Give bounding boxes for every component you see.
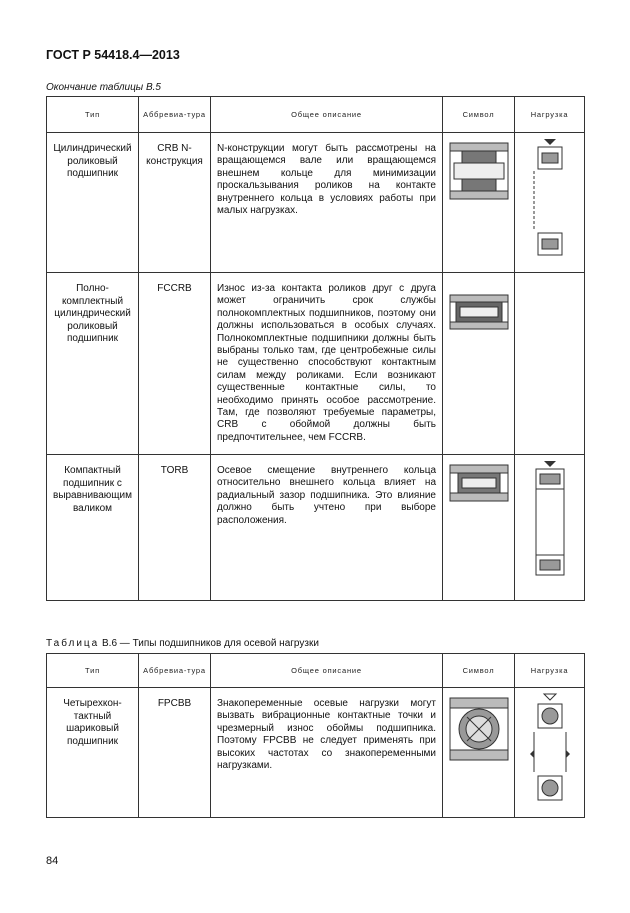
- table-b6-caption-prefix: Таблица: [46, 638, 100, 649]
- table-row: [47, 133, 585, 273]
- cell-abbr: CRB N-конструкция: [139, 133, 211, 273]
- cell-symbol: [443, 688, 515, 818]
- header-type: Тип: [47, 97, 139, 133]
- table-row: [47, 688, 585, 818]
- cell-symbol: [443, 133, 515, 273]
- cell-type: Цилиндрический роликовый подшипник: [47, 133, 139, 273]
- header-load: Нагрузка: [515, 97, 585, 133]
- cell-type: Компактный подшипник с выравнивающим валиком: [47, 455, 139, 601]
- table-b6: [46, 653, 585, 818]
- crb-load-icon: [530, 137, 570, 257]
- cell-abbr: FPCBB: [139, 688, 211, 818]
- cell-abbr: FCCRB: [139, 273, 211, 455]
- header-load: Нагрузка: [515, 654, 585, 688]
- cell-type: Четырехкон-тактный шариковый подшипник: [47, 688, 139, 818]
- header-desc: Общее описание: [211, 97, 443, 133]
- cell-desc: N-конструкции могут быть рассмотрены на вращающемся вале или вращающемся внешнем кольце для минимизации проскальзывания роликов на контакте внутреннего кольца в условиях работы при малых нагрузках.: [211, 133, 443, 273]
- table-b5: [46, 96, 585, 601]
- cell-load: [515, 273, 585, 455]
- fpcbb-load-icon: [530, 692, 570, 810]
- table-header-row: [47, 97, 585, 133]
- header-symbol: Символ: [443, 97, 515, 133]
- header-abbr: Аббревиа-тура: [139, 97, 211, 133]
- fccrb-symbol-icon: [448, 293, 510, 331]
- table-header-row: [47, 654, 585, 688]
- page-number: 84: [46, 855, 59, 867]
- cell-desc: Знакопеременные осевые нагрузки могут вызвать вибрационные контактные точки и чрезмерный износ обоймы подшипника. Поэтому FPCBB не следует применять при высоких частотах со знакопеременными нагрузками.: [211, 688, 443, 818]
- header-type: Тип: [47, 654, 139, 688]
- table-row: [47, 455, 585, 601]
- torb-symbol-icon: [448, 463, 510, 503]
- cell-load: [515, 133, 585, 273]
- fpcbb-symbol-icon: [448, 696, 510, 762]
- cell-load: [515, 455, 585, 601]
- cell-abbr: TORB: [139, 455, 211, 601]
- cell-load: [515, 688, 585, 818]
- torb-load-icon: [530, 459, 570, 585]
- cell-type: Полно-комплектный цилиндрический роликовый подшипник: [47, 273, 139, 455]
- cell-symbol: [443, 273, 515, 455]
- table-b5-caption: Окончание таблицы В.5: [46, 82, 161, 93]
- table-row: [47, 273, 585, 455]
- table-b6-caption: [46, 638, 319, 649]
- document-title: ГОСТ Р 54418.4—2013: [46, 48, 180, 62]
- cell-desc: Износ из-за контакта роликов друг с друга может ограничить срок службы полнокомплектных подшипников, поэтому они должны использоваться в особых случаях. Полнокомплектные подшипники должны быть выбраны только там, где центробежные силы не существенно способствуют контактным силам между роликами. Если возникают существенные контактные силы, то необходимо принять особое рассмотрение. Там, где позволяют требуемые параметры, CRB с обоймой должны быть предпочтительнее, чем FCCRB.: [211, 273, 443, 455]
- header-desc: Общее описание: [211, 654, 443, 688]
- cell-desc: Осевое смещение внутреннего кольца относительно внешнего кольца влияет на радиальный зазор подшипника. Это влияние должно быть учтено при выборе расположения.: [211, 455, 443, 601]
- crb-symbol-icon: [448, 141, 510, 201]
- cell-symbol: [443, 455, 515, 601]
- header-abbr: Аббревиа-тура: [139, 654, 211, 688]
- header-symbol: Символ: [443, 654, 515, 688]
- table-b6-caption-text: В.6 — Типы подшипников для осевой нагрузки: [102, 638, 319, 649]
